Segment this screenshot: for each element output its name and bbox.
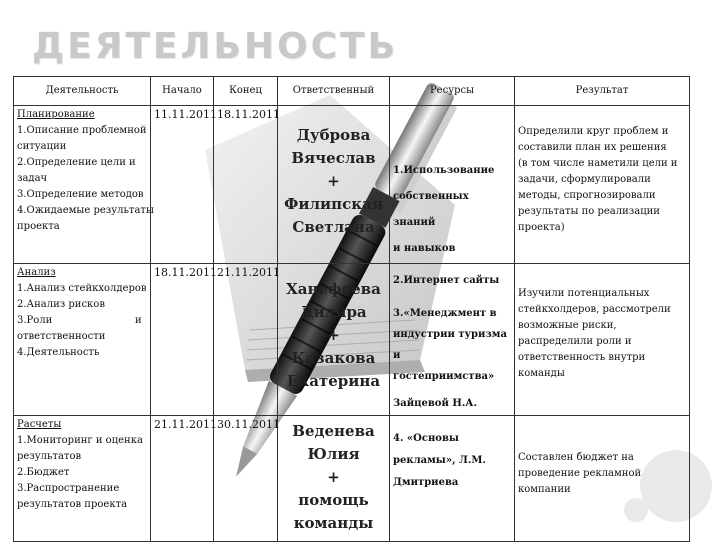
activity-line: 2.Бюджет <box>17 467 70 478</box>
activity-line: 4.Деятельность <box>17 347 100 358</box>
result-line: (в том числе наметили цели и <box>518 158 678 169</box>
responsible-line: Диляра <box>300 303 367 321</box>
responsible-line: Светлана <box>292 218 375 236</box>
responsible-cell <box>278 106 390 264</box>
activity-cell <box>14 106 154 264</box>
table-row <box>14 264 690 416</box>
activity-cell <box>14 264 151 416</box>
resource-line: 2.Интернет сайты <box>393 275 500 286</box>
activity-line: 3.Роли и <box>17 315 142 326</box>
start-date: 11.11.2011 <box>151 106 214 264</box>
activity-line: результатов <box>17 451 82 462</box>
header-start: Начало <box>151 77 214 106</box>
activity-line: 2.Определение цели и <box>17 157 136 168</box>
result-line: возможные риски, <box>518 320 617 331</box>
result-line: Определили круг проблем и <box>518 126 669 137</box>
result-line: ответственность внутри <box>518 352 646 363</box>
activity-line: ситуации <box>17 141 67 152</box>
activity-line: задач <box>17 173 48 184</box>
end-date: 21.11.2011 <box>214 264 278 416</box>
table-row <box>14 416 690 542</box>
resource-line: 4. «Основы <box>393 433 459 444</box>
resource-line: Дмитриева <box>393 477 459 488</box>
result-line: Изучили потенциальных <box>518 288 650 299</box>
activity-cell <box>14 416 151 542</box>
result-line: задачи, сформулировали <box>518 174 651 185</box>
start-date: 21.11.2011 <box>151 416 214 542</box>
responsible-line: Вячеслав <box>291 149 376 167</box>
header-end: Конец <box>214 77 278 106</box>
responsible-line: помощь <box>298 491 369 509</box>
result-line: проведение рекламной <box>518 468 642 479</box>
resources-cell <box>390 106 515 264</box>
activity-line: 4.Ожидаемые результаты <box>17 205 154 216</box>
responsible-line: Веденева <box>292 422 375 440</box>
header-resources: Ресурсы <box>390 77 515 106</box>
result-line: стейкхолдеров, рассмотрели <box>518 304 671 315</box>
activity-line: ответственности <box>17 331 106 342</box>
end-date: 30.11.2011 <box>214 416 278 542</box>
resource-line: гостеприимства» <box>393 371 495 382</box>
activity-title: Анализ <box>17 267 56 278</box>
result-line: компании <box>518 484 571 495</box>
result-line: методы, спрогнозировали <box>518 190 656 201</box>
header-activity: Деятельность <box>14 77 151 106</box>
result-line: составили план их решения <box>518 142 667 153</box>
result-cell <box>515 416 690 542</box>
activity-title: Планирование <box>17 109 95 120</box>
result-line: команды <box>518 368 565 379</box>
activity-line: 1.Мониторинг и оценка <box>17 435 143 446</box>
responsible-cell <box>278 416 390 542</box>
activity-line: проекта <box>17 221 60 232</box>
header-result: Результат <box>515 77 690 106</box>
activity-line: результатов проекта <box>17 499 128 510</box>
result-cell <box>515 264 690 416</box>
responsible-line: Екатерина <box>286 372 381 390</box>
result-cell <box>515 106 690 264</box>
result-line: распределили роли и <box>518 336 632 347</box>
resource-line: 1.Использование <box>393 165 495 176</box>
activity-line: 2.Анализ рисков <box>17 299 105 310</box>
resources-cell <box>390 416 515 542</box>
result-line: Составлен бюджет на <box>518 452 634 463</box>
responsible-line: Ханефеева <box>286 280 381 298</box>
responsible-line: + <box>327 326 340 344</box>
activity-line: 1.Описание проблемной <box>17 125 147 136</box>
responsible-cell <box>278 264 390 416</box>
responsible-line: Казакова <box>291 349 376 367</box>
responsible-line: Дуброва <box>296 126 371 144</box>
resource-line: и навыков <box>393 243 456 254</box>
resource-line: собственных знаний <box>393 191 469 228</box>
resources-cell <box>390 264 515 416</box>
activity-title: Расчеты <box>17 419 62 430</box>
resource-line: индустрии туризма и <box>393 329 507 361</box>
resource-line: рекламы», Л.М. <box>393 455 486 466</box>
resource-line: Зайцевой Н.А. <box>393 398 477 409</box>
start-date: 18.11.2011 <box>151 264 214 416</box>
result-line: результаты по реализации <box>518 206 660 217</box>
responsible-line: + <box>327 172 340 190</box>
responsible-line: Филипская <box>284 195 383 213</box>
responsible-line: Юлия <box>307 445 360 463</box>
activity-line: 3.Определение методов <box>17 189 144 200</box>
responsible-line: + <box>327 468 340 486</box>
activity-line: 1.Анализ стейкхолдеров <box>17 283 147 294</box>
table-row <box>14 106 690 264</box>
resource-line: 3.«Менеджмент в <box>393 308 497 319</box>
table-header-row <box>14 77 690 106</box>
end-date: 18.11.2011 <box>214 106 278 264</box>
responsible-line: команды <box>293 514 374 532</box>
result-line: проекта) <box>518 222 565 233</box>
header-responsible: Ответственный <box>278 77 390 106</box>
activity-table <box>13 76 690 542</box>
slide-title: ДЕЯТЕЛЬНОСТЬ <box>32 26 399 67</box>
activity-line: 3.Распространение <box>17 483 120 494</box>
